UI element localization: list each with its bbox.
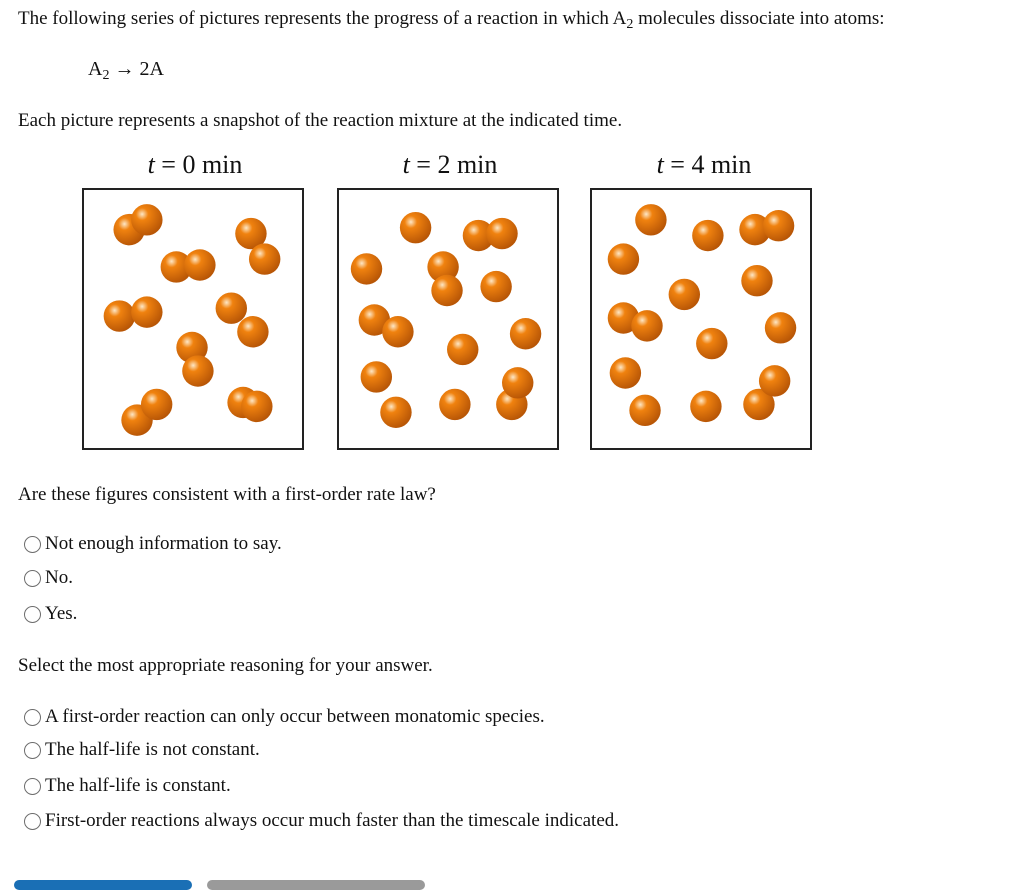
atom-sphere [510, 318, 541, 349]
reaction-panel-t4 [590, 188, 812, 450]
atom-sphere [431, 275, 462, 306]
atom-sphere [104, 300, 135, 331]
a2-molecule [176, 332, 213, 387]
atom-sphere [184, 249, 215, 280]
question1-prompt: Are these figures consistent with a first-order rate law? [18, 484, 436, 505]
atom-sphere [763, 210, 794, 241]
reaction-panel-t2 [337, 188, 559, 450]
time-label-0: t = 0 min [147, 150, 243, 179]
a2-molecule [463, 218, 518, 251]
a-atom [669, 279, 700, 310]
a2-molecule [427, 251, 462, 306]
atom-sphere [361, 361, 392, 392]
a-atom [690, 391, 721, 422]
atom-sphere [759, 365, 790, 396]
radio-button[interactable] [24, 709, 41, 726]
a-atom [608, 243, 639, 274]
q2-option-faster-timescale[interactable]: First-order reactions always occur much faster than the timescale indicated. [24, 810, 619, 832]
q1-option-yes[interactable]: Yes. [24, 603, 77, 625]
atom-sphere [502, 367, 533, 398]
atom-sphere [131, 204, 162, 235]
q2-option-half-life-not-constant[interactable]: The half-life is not constant. [24, 739, 260, 761]
reaction-panel-t0 [82, 188, 304, 450]
radio-button[interactable] [24, 570, 41, 587]
a-atom [510, 318, 541, 349]
atom-sphere [480, 271, 511, 302]
secondary-button[interactable] [207, 880, 425, 890]
atom-sphere [741, 265, 772, 296]
atom-sphere [610, 357, 641, 388]
reaction-equation: $A_2 \to 2A$ [88, 58, 164, 83]
radio-button[interactable] [24, 778, 41, 795]
atom-sphere [439, 389, 470, 420]
atom-sphere [216, 292, 247, 323]
q1-option-no[interactable]: No. [24, 567, 73, 589]
atom-sphere [237, 316, 268, 347]
a-atom [361, 361, 392, 392]
atom-sphere [486, 218, 517, 249]
q2-option-half-life-constant[interactable]: The half-life is constant. [24, 775, 231, 797]
atom-sphere [141, 389, 172, 420]
atom-sphere [382, 316, 413, 347]
a2-molecule [496, 367, 533, 420]
a-atom [380, 397, 411, 428]
radio-button[interactable] [24, 606, 41, 623]
a2-molecule [739, 210, 794, 245]
intro-text-line1: The following series of pictures represents the progress of a reaction in which $A_2$ molecules dissociate into atoms: [18, 8, 885, 32]
radio-button[interactable] [24, 813, 41, 830]
a2-molecule [359, 304, 414, 347]
q1-option-not-enough-info[interactable]: Not enough information to say. [24, 533, 282, 555]
atom-sphere [669, 279, 700, 310]
atom-sphere [249, 243, 280, 274]
a2-molecule [216, 292, 269, 347]
intro-text-line2: Each picture represents a snapshot of the reaction mixture at the indicated time. [18, 110, 623, 131]
radio-button[interactable] [24, 742, 41, 759]
atom-sphere [696, 328, 727, 359]
atom-sphere [690, 391, 721, 422]
a-atom [696, 328, 727, 359]
a-atom [692, 220, 723, 251]
atom-sphere [765, 312, 796, 343]
question2-prompt: Select the most appropriate reasoning for your answer. [18, 655, 433, 676]
a-atom [635, 204, 666, 235]
submit-button[interactable] [14, 880, 192, 890]
atom-sphere [380, 397, 411, 428]
a-atom [480, 271, 511, 302]
a-atom [400, 212, 431, 243]
a-atom [351, 253, 382, 284]
atom-sphere [635, 204, 666, 235]
atom-sphere [447, 334, 478, 365]
a-atom [439, 389, 470, 420]
a-atom [765, 312, 796, 343]
atom-sphere [692, 220, 723, 251]
radio-button[interactable] [24, 536, 41, 553]
a-atom [741, 265, 772, 296]
a-atom [629, 395, 660, 426]
a-atom [610, 357, 641, 388]
atom-sphere [241, 391, 272, 422]
molecules-t4 [592, 190, 810, 448]
a2-molecule [608, 302, 663, 341]
a2-molecule [161, 249, 216, 282]
a2-molecule [121, 389, 172, 436]
molecules-t2 [339, 190, 557, 448]
atom-sphere [182, 355, 213, 386]
a-atom [447, 334, 478, 365]
atom-sphere [351, 253, 382, 284]
a2-molecule [104, 296, 163, 331]
atom-sphere [131, 296, 162, 327]
time-label-2: t = 2 min [402, 150, 498, 179]
a2-molecule [235, 218, 280, 275]
atom-sphere [400, 212, 431, 243]
a2-molecule [227, 387, 272, 422]
molecules-t0 [84, 190, 302, 448]
time-label-4: t = 4 min [656, 150, 752, 179]
a2-molecule [743, 365, 790, 420]
a2-molecule [113, 204, 162, 245]
q2-option-monatomic[interactable]: A first-order reaction can only occur between monatomic species. [24, 706, 545, 728]
atom-sphere [631, 310, 662, 341]
atom-sphere [608, 243, 639, 274]
atom-sphere [629, 395, 660, 426]
